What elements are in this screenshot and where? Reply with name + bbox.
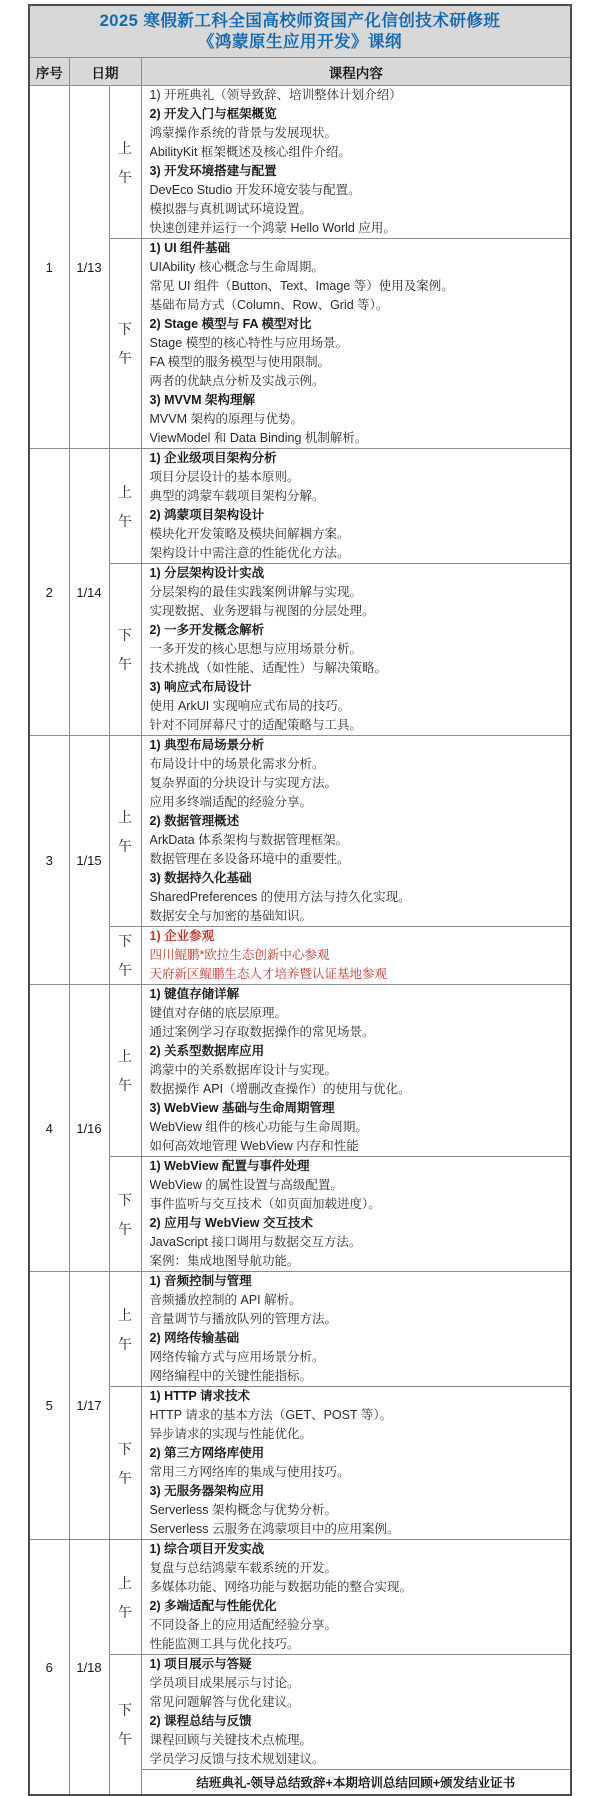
session-content-cell [141,564,571,736]
content-line: 基础布局方式（Column、Row、Grid 等）。 [149,298,389,312]
content-line: 1) WebView 配置与事件处理 [149,1159,310,1173]
content-line: 2) 关系型数据库应用 [149,1044,265,1058]
content-line: 1) 分层架构设计实战 [149,566,265,580]
session-content-cell [141,985,571,1157]
content-line: 学员项目成果展示与讨论。 [149,1676,300,1690]
schedule-row [29,86,571,239]
content-line: 应用多终端适配的经验分享。 [149,795,313,809]
content-line: 1) 企业参观 [149,929,215,943]
content-line: 复盘与总结鸿蒙车载系统的开发。 [149,1561,338,1575]
content-line: 3) 响应式布局设计 [149,680,252,694]
content-line: 3) WebView 基础与生命周期管理 [149,1101,335,1115]
session-content-cell [141,736,571,927]
period-cell [109,736,141,927]
title-row [29,5,571,58]
content-line: DevEco Studio 开发环境安装与配置。 [149,183,361,197]
content-line: 模拟器与真机调试环境设置。 [149,202,313,216]
content-line: 网络传输方式与应用场景分析。 [149,1350,325,1364]
session-content-cell [141,1387,571,1540]
schedule-row [29,1387,571,1540]
content-line: 案例：集成地图导航功能。 [149,1254,300,1268]
period-char: 午 [118,656,132,672]
period-char: 午 [118,1603,132,1620]
period-char: 午 [118,350,132,366]
content-line: 1) 企业级项目架构分析 [149,451,277,465]
content-line: HTTP 请求的基本方法（GET、POST 等）。 [149,1408,393,1422]
period-label [110,1573,141,1622]
period-char: 下 [118,1702,132,1718]
period-label [110,319,141,368]
syllabus-table [28,4,572,1796]
period-char: 上 [118,139,132,156]
content-line: Serverless 云服务在鸿蒙项目中的应用案例。 [149,1522,400,1536]
content-line: 2) 开发入门与框架概览 [149,107,277,121]
period-label [110,931,141,980]
content-line: ArkData 体系架构与数据管理框架。 [149,833,349,847]
content-line: FA 模型的服务模型与使用限制。 [149,355,331,369]
content-line: 多媒体功能、网络功能与数据功能的整合实现。 [149,1580,413,1594]
period-label [110,482,141,531]
period-cell [109,1157,141,1272]
schedule-row [29,736,571,927]
content-line: 3) 开发环境搭建与配置 [149,164,277,178]
content-line: 2) 多端适配与性能优化 [149,1599,277,1613]
day-date-cell: 1/17 [69,1272,109,1540]
period-cell [109,985,141,1157]
content-line: 1) UI 组件基础 [149,241,231,255]
content-line: 鸿蒙操作系统的背景与发展现状。 [149,126,338,140]
period-label [110,138,141,187]
content-line: 3) MVVM 架构理解 [149,393,256,407]
content-line: 音频播放控制的 API 解析。 [149,1293,302,1307]
content-line: 键值对存储的底层原理。 [149,1006,288,1020]
period-char: 午 [118,1077,132,1093]
period-char: 下 [118,933,132,949]
content-line: Serverless 架构概念与优势分析。 [149,1503,338,1517]
content-line: 2) 课程总结与反馈 [149,1714,252,1728]
content-line: 2) 鸿蒙项目架构设计 [149,508,265,522]
content-line: 1) 综合项目开发实战 [149,1542,265,1556]
period-cell [109,1655,141,1796]
content-line: 数据管理在多设备环境中的重要性。 [149,852,350,866]
period-cell [109,1387,141,1540]
period-cell [109,449,141,564]
content-line: 布局设计中的场景化需求分析。 [149,757,325,771]
content-line: MVVM 架构的原理与优势。 [149,412,303,426]
period-cell [109,239,141,449]
content-line: 2) 数据管理概述 [149,814,240,828]
period-char: 上 [118,1048,132,1064]
period-char: 上 [118,1574,132,1591]
content-line: 2) 应用与 WebView 交互技术 [149,1216,313,1230]
content-line: 1) 音频控制与管理 [149,1274,252,1288]
content-line: 模块化开发策略及模块间解耦方案。 [149,527,350,541]
content-line: SharedPreferences 的使用方法与持久化实现。 [149,890,411,904]
content-line: 技术挑战（如性能、适配性）与解决策略。 [149,661,388,675]
period-char: 午 [118,962,132,978]
day-index-cell: 2 [29,449,69,736]
period-char: 下 [118,1191,132,1208]
column-header-date: 日期 [69,58,141,86]
content-line: ViewModel 和 Data Binding 机制解析。 [149,431,368,445]
content-line: 异步请求的实现与性能优化。 [149,1427,313,1441]
content-line: 两者的优缺点分析及实战示例。 [149,374,325,388]
content-line: 2) 一多开发概念解析 [149,623,265,637]
period-cell [109,564,141,736]
period-label [110,1439,141,1488]
content-line: WebView 的属性设置与高级配置。 [149,1178,343,1192]
title-line-2: 《鸿蒙原生应用开发》课纲 [198,33,403,51]
schedule-row [29,239,571,449]
period-label [110,1700,141,1749]
content-line: 针对不同屏幕尺寸的适配策略与工具。 [149,718,363,732]
content-line: 1) 典型布局场景分析 [149,738,265,752]
period-cell [109,927,141,985]
session-content-cell [141,927,571,985]
content-line: WebView 组件的核心功能与生命周期。 [149,1120,368,1134]
session-content-cell [141,1540,571,1655]
day-date-cell: 1/18 [69,1540,109,1796]
day-index-cell: 6 [29,1540,69,1796]
period-cell [109,1272,141,1387]
content-line: 架构设计中需注意的性能优化方法。 [149,546,350,560]
period-char: 午 [118,1469,132,1486]
schedule-row [29,1655,571,1770]
period-char: 午 [118,168,132,185]
schedule-row [29,1157,571,1272]
day-index-cell: 1 [29,86,69,449]
period-cell [109,1540,141,1655]
content-line: UIAbility 核心概念与生命周期。 [149,260,324,274]
content-line: 1) HTTP 请求技术 [149,1389,250,1403]
period-char: 午 [118,837,132,854]
content-line: 复杂界面的分块设计与实现方法。 [149,776,338,790]
content-line: 数据安全与加密的基础知识。 [149,909,313,923]
content-line: 快速创建并运行一个鸿蒙 Hello World 应用。 [149,221,396,235]
content-line: 如何高效地管理 WebView 内存和性能 [149,1139,359,1153]
session-content-cell [141,449,571,564]
session-content-cell [141,1157,571,1272]
period-label [110,807,141,856]
schedule-row [29,564,571,736]
content-line: 2) Stage 模型与 FA 模型对比 [149,317,312,331]
content-line: 鸿蒙中的关系数据库设计与实现。 [149,1063,338,1077]
day-date-cell: 1/15 [69,736,109,985]
content-line: 项目分层设计的基本原则。 [149,470,300,484]
schedule-row [29,927,571,985]
day-index-cell: 3 [29,736,69,985]
content-line: 数据操作 API（增删改查操作）的使用与优化。 [149,1082,411,1096]
schedule-row [29,1540,571,1655]
content-line: 音量调节与播放队列的管理方法。 [149,1312,338,1326]
session-content-cell [141,86,571,239]
content-line: Stage 模型的核心特性与应用场景。 [149,336,349,350]
document-title [29,5,571,58]
content-line: 常见问题解答与优化建议。 [149,1695,300,1709]
session-content-cell [141,1655,571,1770]
period-char: 上 [118,808,132,825]
schedule-body [29,86,571,1796]
period-label [110,1046,141,1095]
content-line: JavaScript 接口调用与数据交互方法。 [149,1235,362,1249]
session-content-cell [141,1272,571,1387]
content-line: 一多开发的核心思想与应用场景分析。 [149,642,363,656]
content-line: 1) 键值存储详解 [149,987,240,1001]
content-line: 性能监测工具与优化技巧。 [149,1637,300,1651]
column-header-content: 课程内容 [141,58,571,86]
content-line: 常见 UI 组件（Button、Text、Image 等）使用及案例。 [149,279,454,293]
day-date-cell: 1/14 [69,449,109,736]
content-line: 3) 数据持久化基础 [149,871,252,885]
period-char: 下 [118,1440,132,1457]
title-line-1: 2025 寒假新工科全国高校师资国产化信创技术研修班 [99,12,501,30]
content-line: 实现数据、业务逻辑与视图的分层处理。 [149,604,375,618]
content-line: 1) 开班典礼（领导致辞、培训整体计划介绍） [149,88,402,102]
period-char: 上 [118,483,132,500]
content-line: 通过案例学习存取数据操作的常见场景。 [149,1025,375,1039]
content-line: 1) 项目展示与答疑 [149,1657,252,1671]
period-label [110,625,141,674]
period-label [110,1190,141,1239]
content-line: 学员学习反馈与技术规划建议。 [149,1752,325,1766]
session-content-cell [141,239,571,449]
period-char: 午 [118,1220,132,1237]
content-line: 课程回顾与关键技术点梳理。 [149,1733,313,1747]
period-char: 午 [118,512,132,529]
period-char: 上 [118,1306,132,1323]
content-line: 网络编程中的关键性能指标。 [149,1369,313,1383]
day-date-cell: 1/13 [69,86,109,449]
period-char: 午 [118,1731,132,1747]
content-line: 2) 网络传输基础 [149,1331,240,1345]
content-line: 不同设备上的应用适配经验分享。 [149,1618,338,1632]
column-header-index: 序号 [29,58,69,86]
period-cell [109,86,141,239]
content-line: 四川鲲鹏*欧拉生态创新中心参观 [149,948,330,962]
content-line: AbilityKit 框架概述及核心组件介绍。 [149,145,351,159]
period-char: 下 [118,321,132,337]
content-line: 使用 ArkUI 实现响应式布局的技巧。 [149,699,351,713]
period-char: 下 [118,627,132,643]
day-index-cell: 4 [29,985,69,1272]
content-line: 事件监听与交互技术（如页面加载进度）。 [149,1197,381,1211]
period-char: 午 [118,1335,132,1352]
column-header-row [29,58,571,86]
schedule-row [29,1272,571,1387]
schedule-row [29,985,571,1157]
content-line: 分层架构的最佳实践案例讲解与实现。 [149,585,363,599]
period-label [110,1305,141,1354]
content-line: 2) 第三方网络库使用 [149,1446,265,1460]
day-index-cell: 5 [29,1272,69,1540]
content-line: 典型的鸿蒙车载项目架构分解。 [149,489,325,503]
day-date-cell: 1/16 [69,985,109,1272]
content-line: 天府新区鲲鹏生态人才培养暨认证基地参观 [149,967,388,981]
closing-ceremony-cell: 结班典礼-领导总结致辞+本期培训总结回顾+颁发结业证书 [141,1770,571,1796]
content-line: 3) 无服务器架构应用 [149,1484,265,1498]
content-line: 常用三方网络库的集成与使用技巧。 [149,1465,350,1479]
schedule-row [29,449,571,564]
